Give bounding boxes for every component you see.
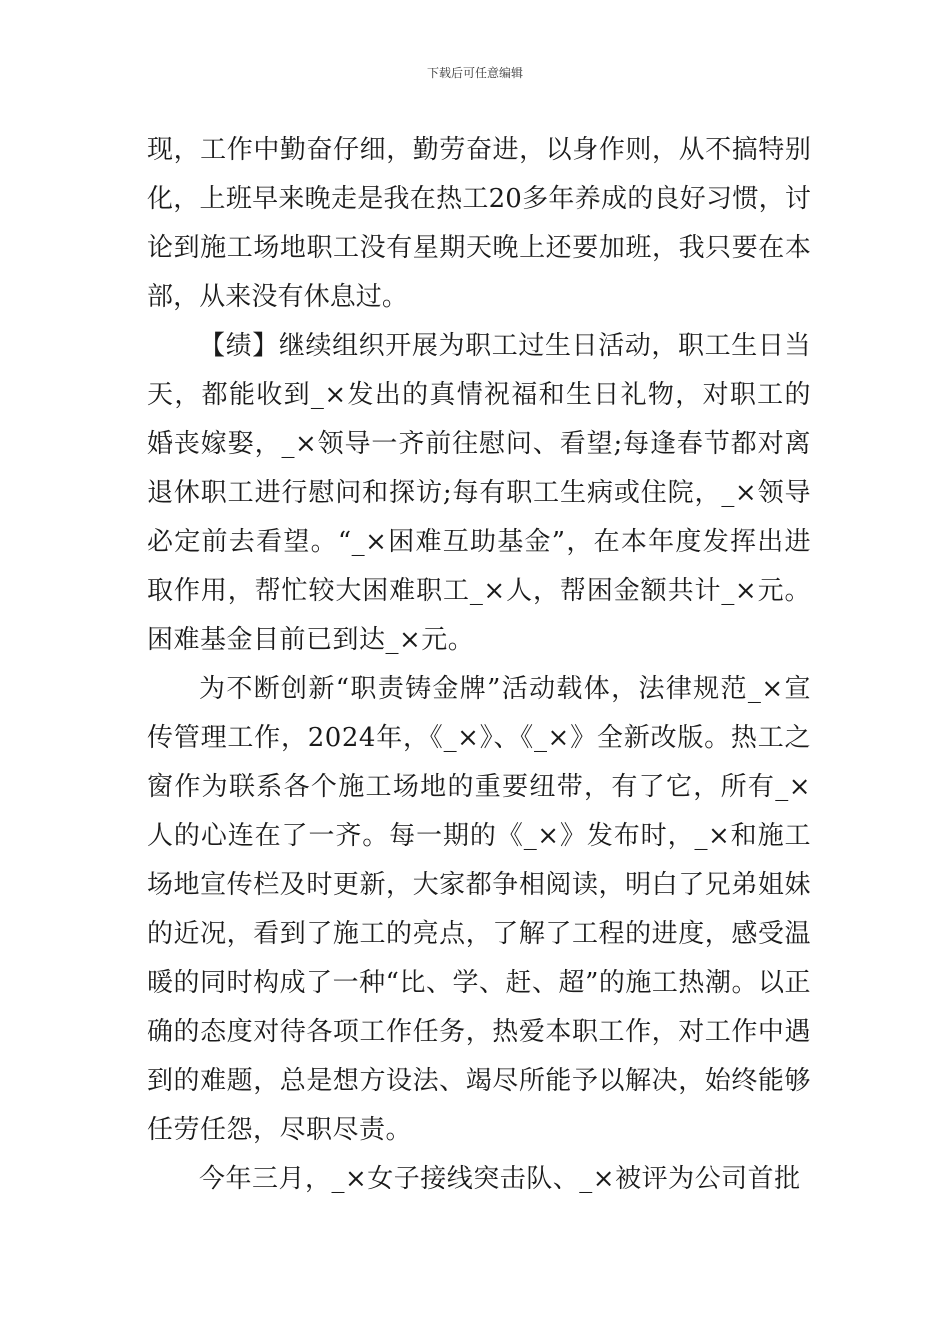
paragraph-publicity: 为不断创新“职责铸金牌”活动载体，法律规范_×宣传管理工作，2024年，《_×》、《_×》全新改版。热工之窗作为联系各个施工场地的重要纽带，有了它，所有_×人的心连在了一齐。每一期的《_×》发布时，_×和施工场地宣传栏及时更新，大家都争相阅读，明白了兄弟姐妹的近况，看到了施工的亮点，了解了工程的进度，感受温暖的同时构成了一种“比、学、赶、超”的施工热潮。以正确的态度对待各项工作任务，热爱本职工作，对工作中遇到的难题，总是想方设法、竭尽所能予以解决，始终能够任劳任怨，尽职尽责。: [147, 674, 811, 1145]
document-body: [147, 126, 811, 1204]
paragraph-continuation: 现，工作中勤奋仔细，勤劳奋进，以身作则，从不搞特别化，上班早来晚走是我在热工20多年养成的良好习惯，讨论到施工场地职工没有星期天晚上还要加班，我只要在本部，从来没有休息过。: [147, 135, 811, 312]
page-header: 下载后可任意编辑: [426, 66, 523, 80]
paragraph-achievements: 【绩】继续组织开展为职工过生日活动，职工生日当天，都能收到_×发出的真情祝福和生日礼物，对职工的婚丧嫁娶，_×领导一齐前往慰问、看望;每逢春节都对离退休职工进行慰问和探访;每有职工生病或住院，_×领导必定前去看望。“_×困难互助基金”，在本年度发挥出进取作用，帮忙较大困难职工_×人，帮困金额共计_×元。困难基金目前已到达_×元。: [147, 331, 811, 655]
paragraph-march: 今年三月，_×女子接线突击队、_×被评为公司首批: [199, 1164, 801, 1194]
